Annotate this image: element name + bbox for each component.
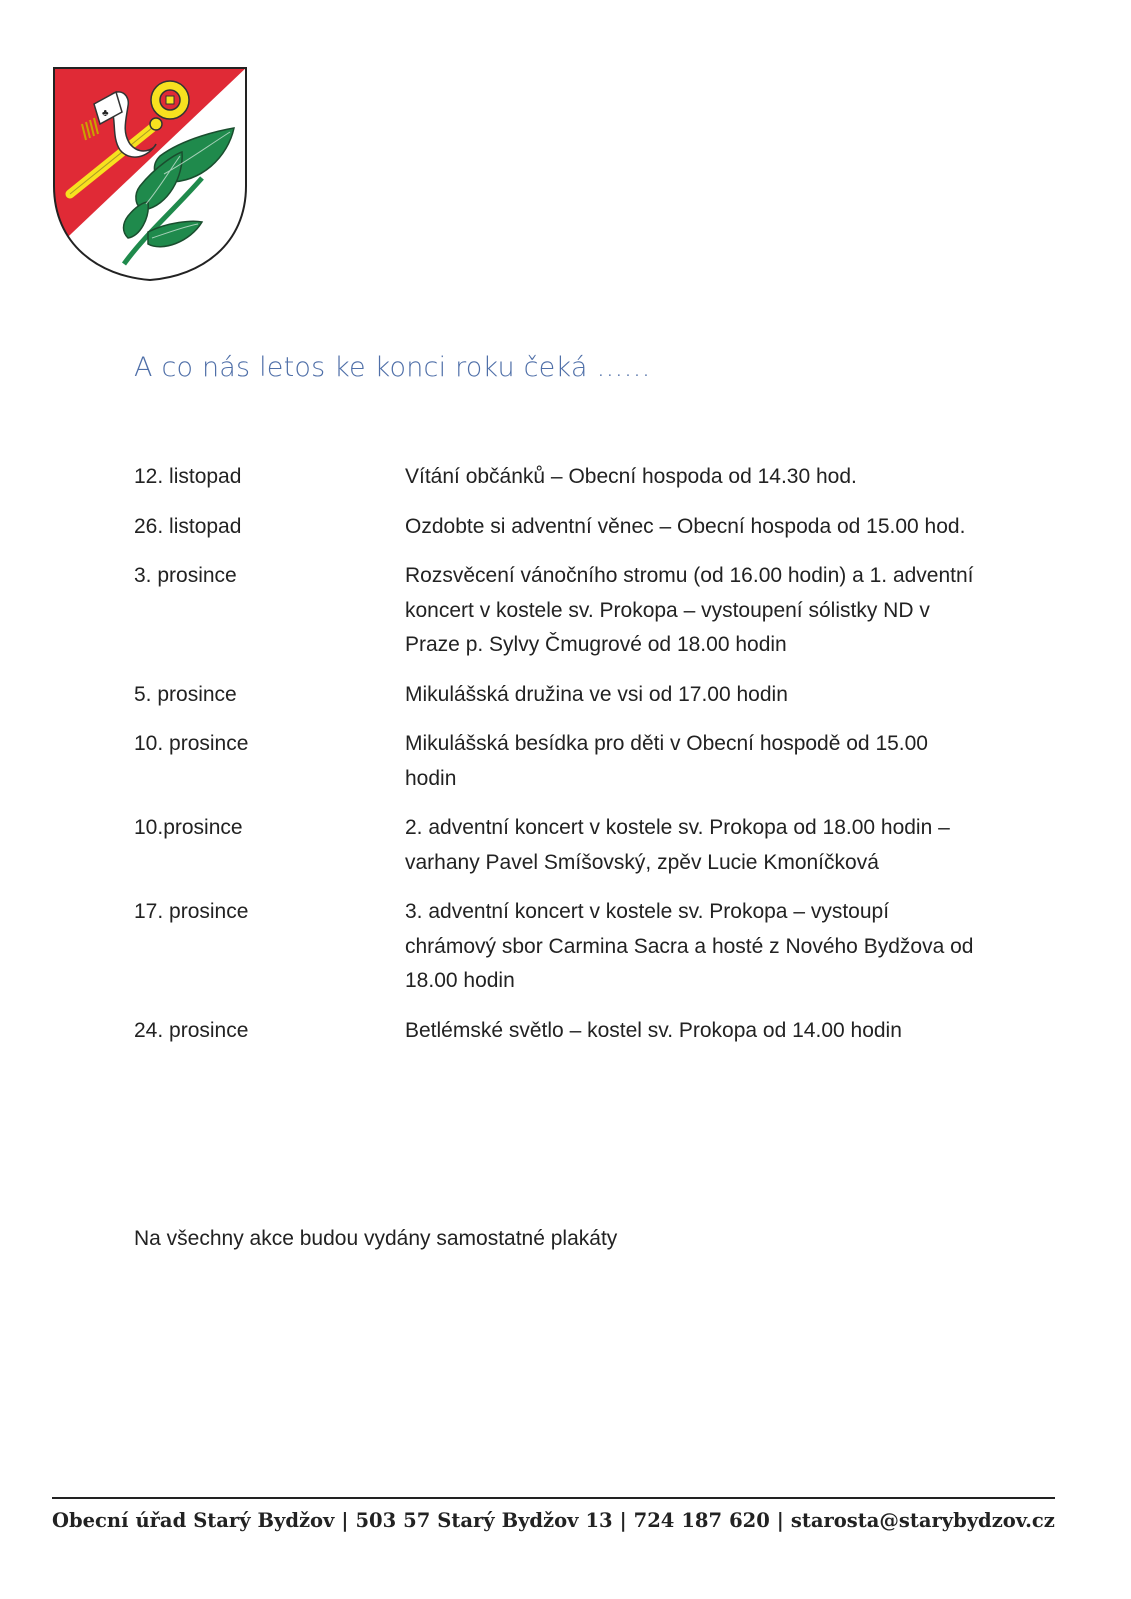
event-description: Rozsvěcení vánočního stromu (od 16.00 hodin) a 1. adventní koncert v kostele sv. Prokopa – vystoupení sólistky ND v Praze p. Sylvy Čmugrové od 18.00 hodin [405, 564, 974, 656]
footer-text: 620 [729, 1509, 770, 1532]
event-row [134, 1014, 1014, 1049]
footer-text: Starý [437, 1509, 495, 1532]
page-heading: A co nás letos ke konci roku čeká …… [134, 352, 651, 383]
event-row [134, 811, 1014, 880]
event-row [134, 678, 1014, 713]
event-date: 24. prosince [134, 1018, 249, 1042]
event-date: 10.prosince [134, 816, 243, 839]
event-row [134, 559, 1014, 663]
events-list [134, 460, 1014, 1063]
footer-text: Bydžov [501, 1509, 579, 1532]
footer-text: úřad [135, 1509, 187, 1532]
event-description: Ozdobte si adventní věnec – Obecní hospoda od 15.00 hod. [405, 514, 966, 538]
event-row [134, 727, 1014, 796]
footer-separator: | [776, 1509, 784, 1532]
event-date: 3. prosince [134, 564, 237, 587]
footer-email: starosta@starybydzov.cz [790, 1509, 1055, 1532]
footer-text: 57 [403, 1509, 431, 1532]
event-description: Vítání občánků – Obecní hospoda od 14.30 hod. [405, 465, 857, 488]
event-description: Betlémské světlo – kostel sv. Prokopa od 14.00 hodin [405, 1018, 902, 1042]
footer-separator: | [619, 1509, 627, 1532]
footer-text: Starý [193, 1509, 251, 1532]
event-description: 2. adventní koncert v kostele sv. Prokopa od 18.00 hodin – varhany Pavel Smíšovský, zpěv Lucie Kmoníčková [405, 816, 950, 874]
footer-text: 13 [585, 1509, 613, 1532]
event-row [134, 895, 1014, 999]
footer-text: Obecní [52, 1509, 129, 1532]
event-row [134, 460, 1014, 495]
event-description: 3. adventní koncert v kostele sv. Prokopa – vystoupí chrámový sbor Carmina Sacra a hosté z Nového Bydžova od 18.00 hodin [405, 900, 974, 992]
event-date: 5. prosince [134, 682, 237, 706]
coat-of-arms-icon [52, 66, 248, 282]
footer-text: 503 [355, 1509, 397, 1532]
event-row [134, 510, 1014, 545]
footer-text: 187 [681, 1509, 723, 1532]
event-description: Mikulášská družina ve vsi od 17.00 hodin [405, 682, 788, 706]
footer-divider [52, 1497, 1055, 1499]
event-date: 26. listopad [134, 514, 242, 538]
footer [52, 1509, 1055, 1532]
footer-text: 724 [633, 1509, 675, 1532]
event-date: 12. listopad [134, 465, 242, 488]
footer-text: Bydžov [257, 1509, 335, 1532]
closing-note: Na všechny akce budou vydány samostatné plakáty [134, 1227, 618, 1250]
event-description: Mikulášská besídka pro děti v Obecní hospodě od 15.00 hodin [405, 732, 928, 790]
event-date: 17. prosince [134, 900, 249, 923]
event-date: 10. prosince [134, 732, 249, 755]
footer-separator: | [341, 1509, 349, 1532]
svg-text:♣: ♣ [102, 108, 109, 119]
